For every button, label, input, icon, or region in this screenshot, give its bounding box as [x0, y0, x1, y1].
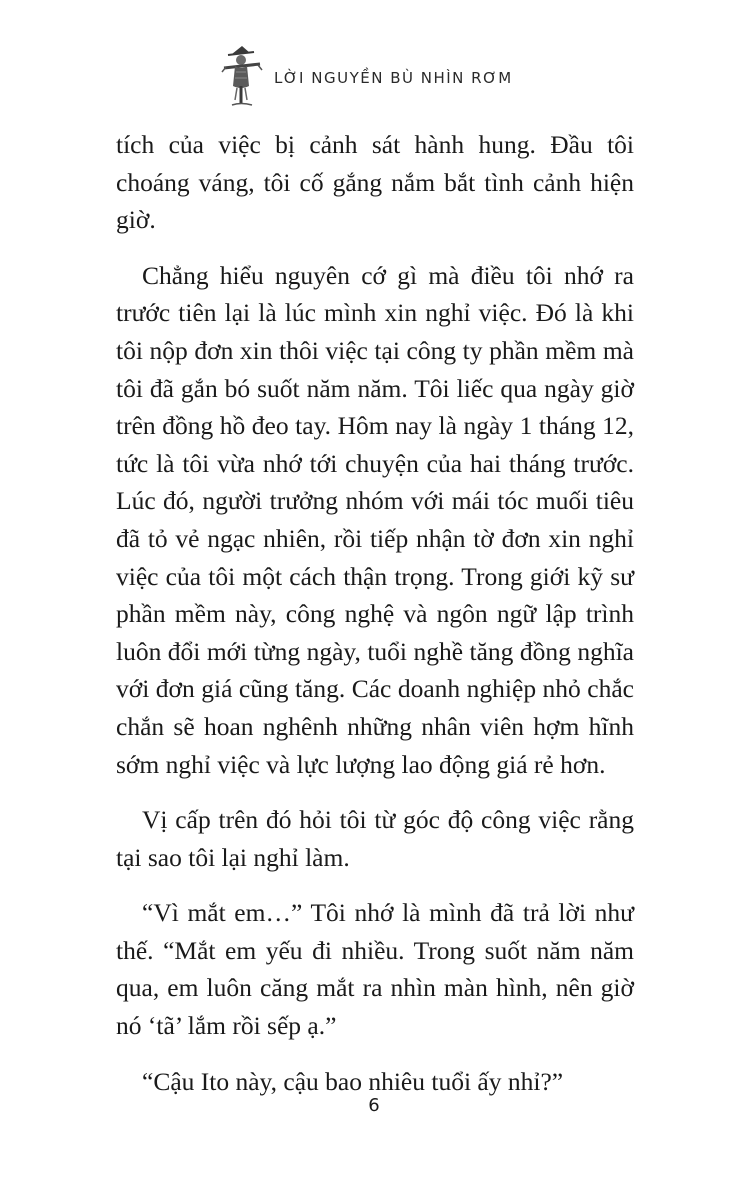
paragraph: “Vì mắt em…” Tôi nhớ là mình đã trả lời như thế. “Mắt em yếu đi nhiều. Trong suốt năm năm qua, em luôn căng mắt ra nhìn màn hình, nên giờ nó ‘tã’ lắm rồi sếp ạ.”	[116, 898, 634, 1041]
paragraph: Vị cấp trên đó hỏi tôi từ góc độ công việc rằng tại sao tôi lại nghỉ làm.	[116, 805, 634, 872]
paragraph: Chẳng hiểu nguyên cớ gì mà điều tôi nhớ ra trước tiên lại là lúc mình xin nghỉ việc. Đó là khi tôi nộp đơn xin thôi việc tại công ty phần mềm mà tôi đã gắn bó suốt năm năm. Tôi liếc qua ngày giờ trên đồng hồ đeo tay. Hôm nay là ngày 1 tháng 12, tức là tôi vừa nhớ tới chuyện của hai tháng trước. Lúc đó, người trưởng nhóm với mái tóc muối tiêu đã tỏ vẻ ngạc nhiên, rồi tiếp nhận tờ đơn xin nghỉ việc của tôi một cách thận trọng. Trong giới kỹ sư phần mềm này, công nghệ và ngôn ngữ lập trình luôn đổi mới từng ngày, tuổi nghề tăng đồng nghĩa với đơn giá cũng tăng. Các doanh nghiệp nhỏ chắc chắn sẽ hoan nghênh những nhân viên hợm hĩnh sớm nghỉ việc và lực lượng lao động giá rẻ hơn.	[116, 260, 634, 779]
scarecrow-icon	[220, 42, 264, 108]
page-body	[116, 126, 634, 1100]
paragraph: “Cậu Ito này, cậu bao nhiêu tuổi ấy nhỉ?”	[142, 1066, 564, 1096]
book-title: LỜI NGUYỀN BÙ NHÌN RƠM	[274, 69, 513, 87]
paragraph: tích của việc bị cảnh sát hành hung. Đầu tôi choáng váng, tôi cố gắng nắm bắt tình cảnh hiện giờ.	[116, 130, 634, 235]
running-header	[220, 42, 540, 108]
page-number: 6	[368, 1095, 380, 1116]
